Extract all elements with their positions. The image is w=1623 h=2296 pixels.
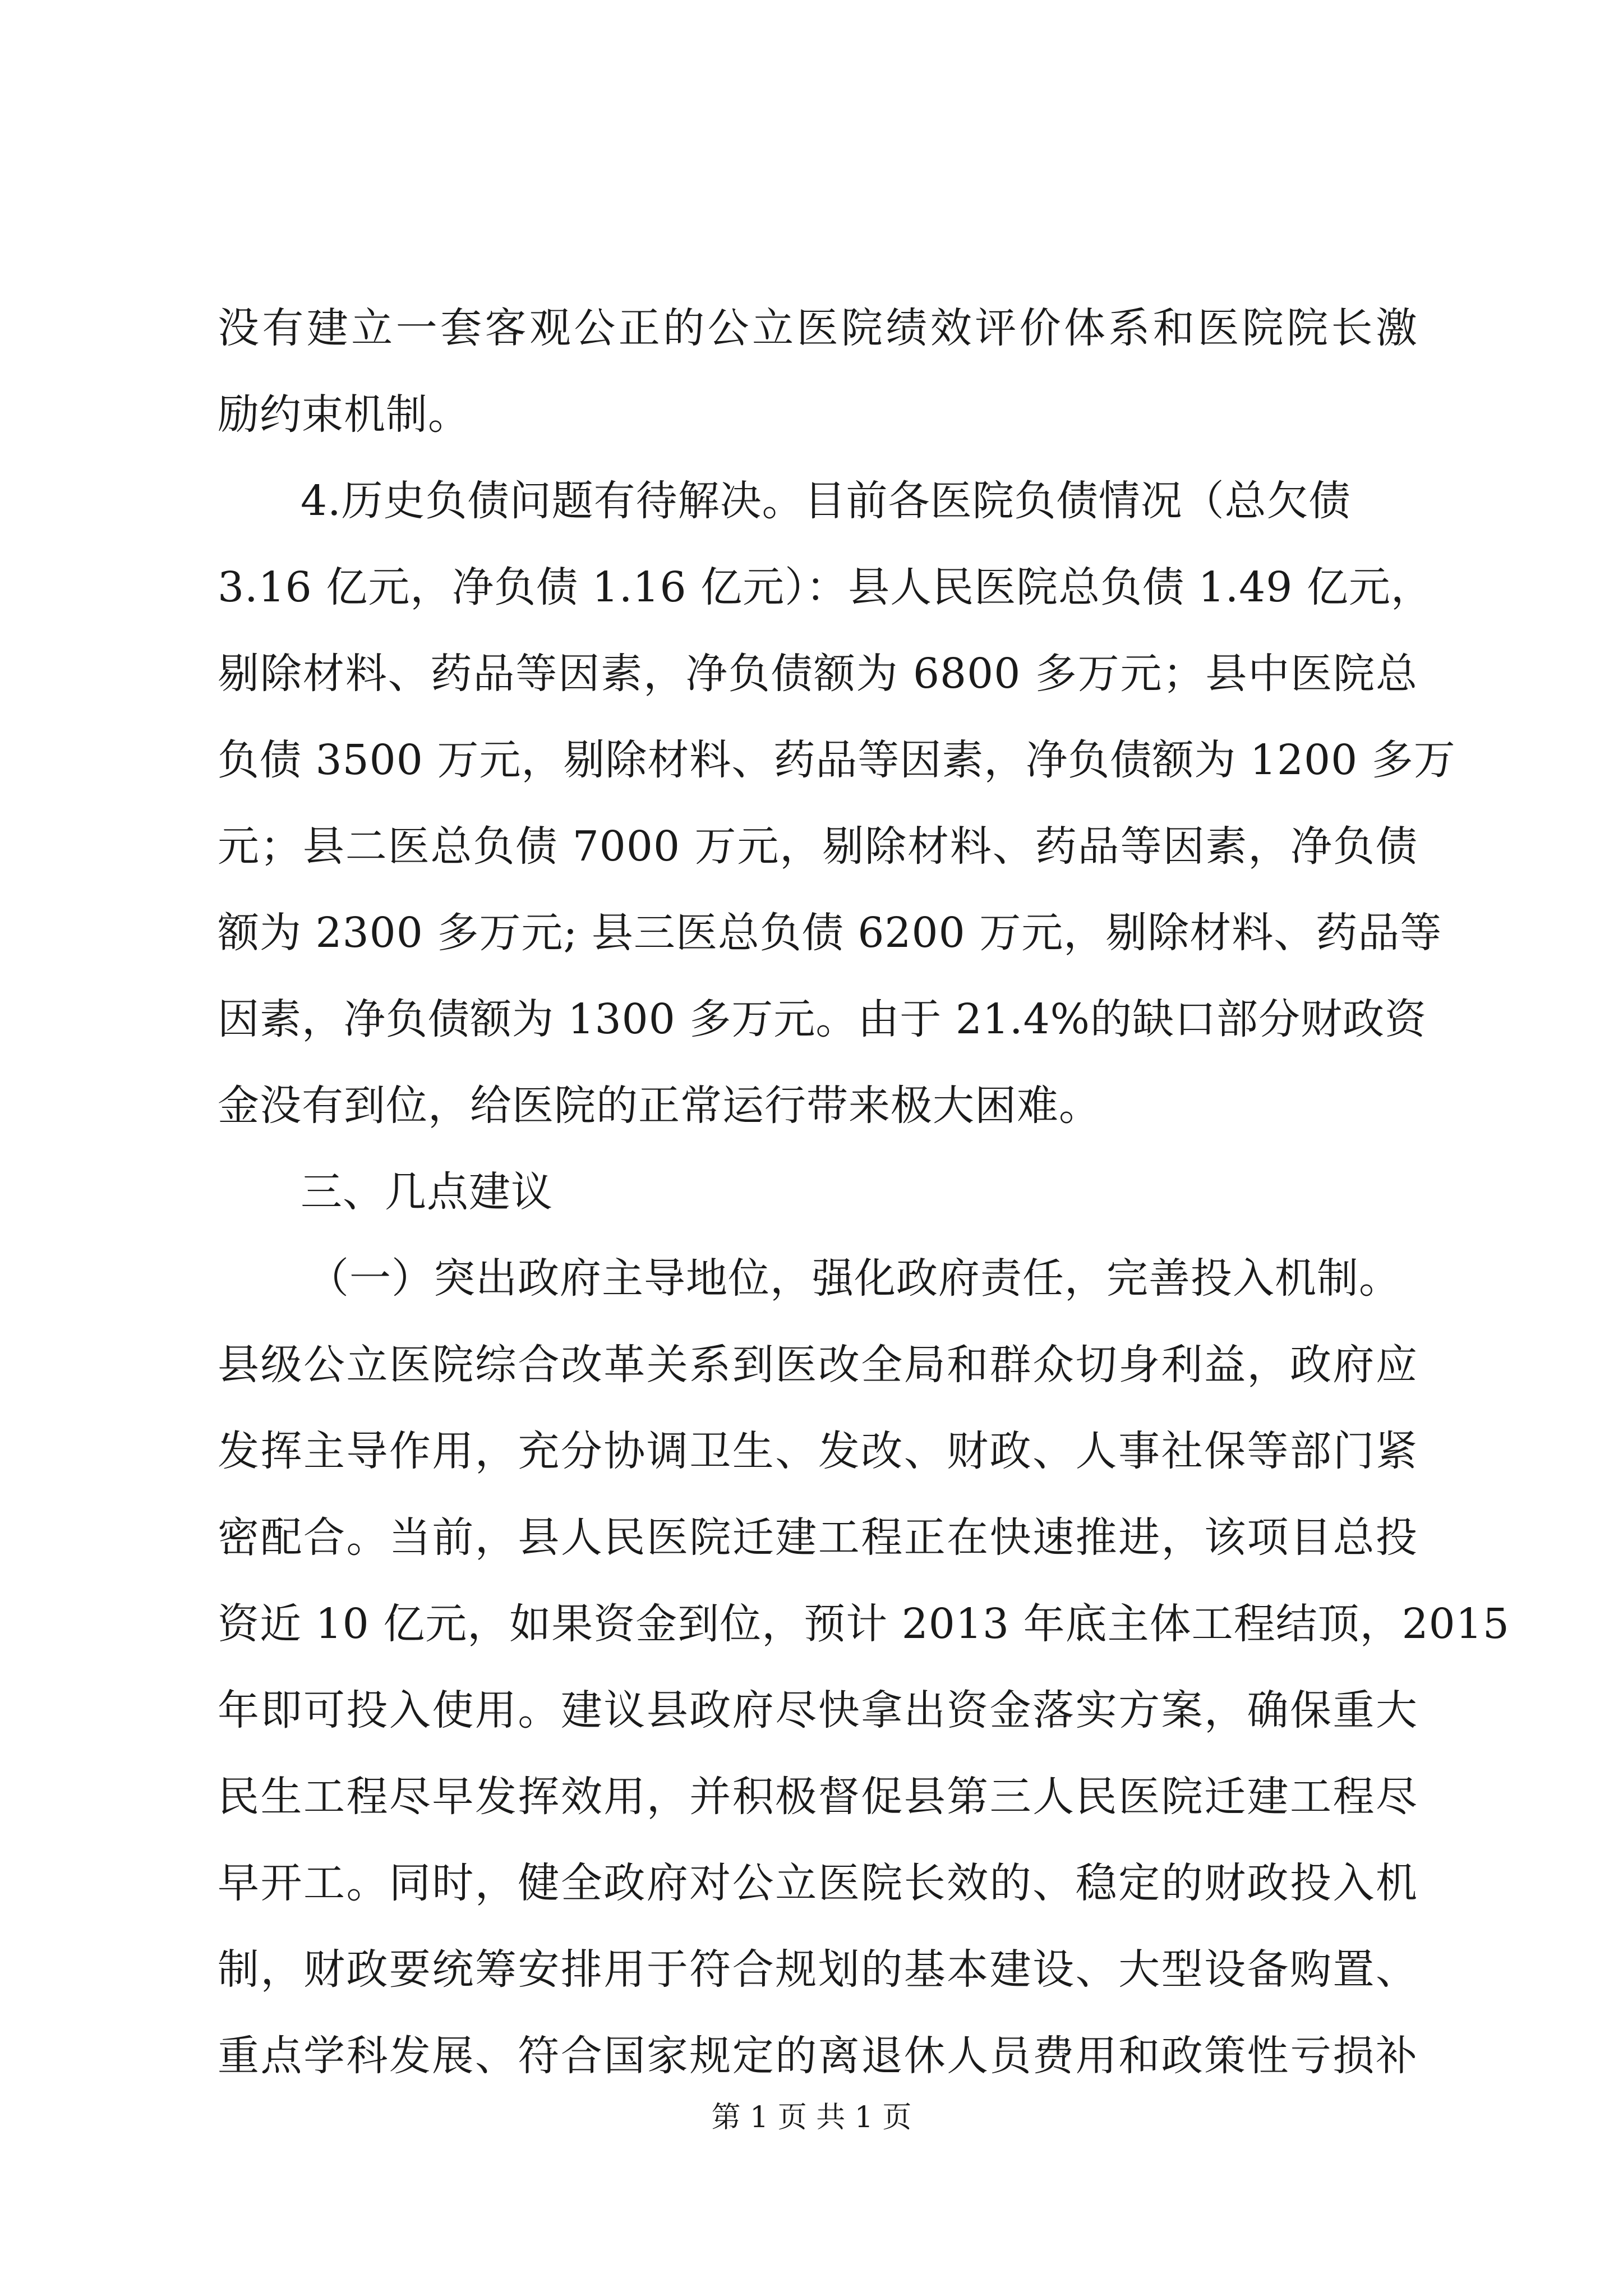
text-line: 民生工程尽早发挥效用，并积极督促县第三人民医院迁建工程尽 [218,1773,1418,1821]
page-footer: 第 1 页 共 1 页 [711,2101,912,2134]
text-line: 3.16 亿元，净负债 1.16 亿元）：县人民医院总负债 1.49 亿元， [218,563,1433,611]
text-line: 额为 2300 多万元; 县三医总负债 6200 万元，剔除材料、药品等 [218,909,1442,957]
subsection-heading: （一）突出政府主导地位，强化政府责任，完善投入机制。 [307,1254,1401,1303]
text-line: 负债 3500 万元，剔除材料、药品等因素，净负债额为 1200 多万 [218,736,1456,784]
text-line: 金没有到位，给医院的正常运行带来极大困难。 [218,1082,1101,1130]
text-line: 4.历史负债问题有待解决。目前各医院负债情况（总欠债 [301,477,1351,525]
text-line: 元；县二医总负债 7000 万元，剔除材料、药品等因素，净负债 [218,822,1418,871]
text-line: 因素，净负债额为 1300 多万元。由于 21.4%的缺口部分财政资 [218,995,1427,1043]
text-line: 密配合。当前，县人民医院迁建工程正在快速推进，该项目总投 [218,1513,1418,1562]
text-line: 年即可投入使用。建议县政府尽快拿出资金落实方案，确保重大 [218,1686,1418,1734]
text-line: 发挥主导作用，充分协调卫生、发改、财政、人事社保等部门紧 [218,1427,1418,1475]
text-line: 早开工。同时，健全政府对公立医院长效的、稳定的财政投入机 [218,1859,1418,1907]
document-body [218,285,1510,2099]
text-line: 县级公立医院综合改革关系到医改全局和群众切身利益，政府应 [218,1341,1418,1389]
text-line: 励约束机制。 [218,390,470,439]
text-line: 没有建立一套客观公正的公立医院绩效评价体系和医院院长激 [218,304,1418,352]
text-line: 重点学科发展、符合国家规定的离退休人员费用和政策性亏损补 [218,2032,1418,2080]
text-line: 资近 10 亿元，如果资金到位，预计 2013 年底主体工程结顶，2015 [218,1600,1510,1648]
section-heading: 三、几点建议 [301,1168,553,1216]
text-line: 制，财政要统筹安排用于符合规划的基本建设、大型设备购置、 [218,1945,1418,1994]
text-line: 剔除材料、药品等因素，净负债额为 6800 多万元；县中医院总 [218,650,1418,698]
